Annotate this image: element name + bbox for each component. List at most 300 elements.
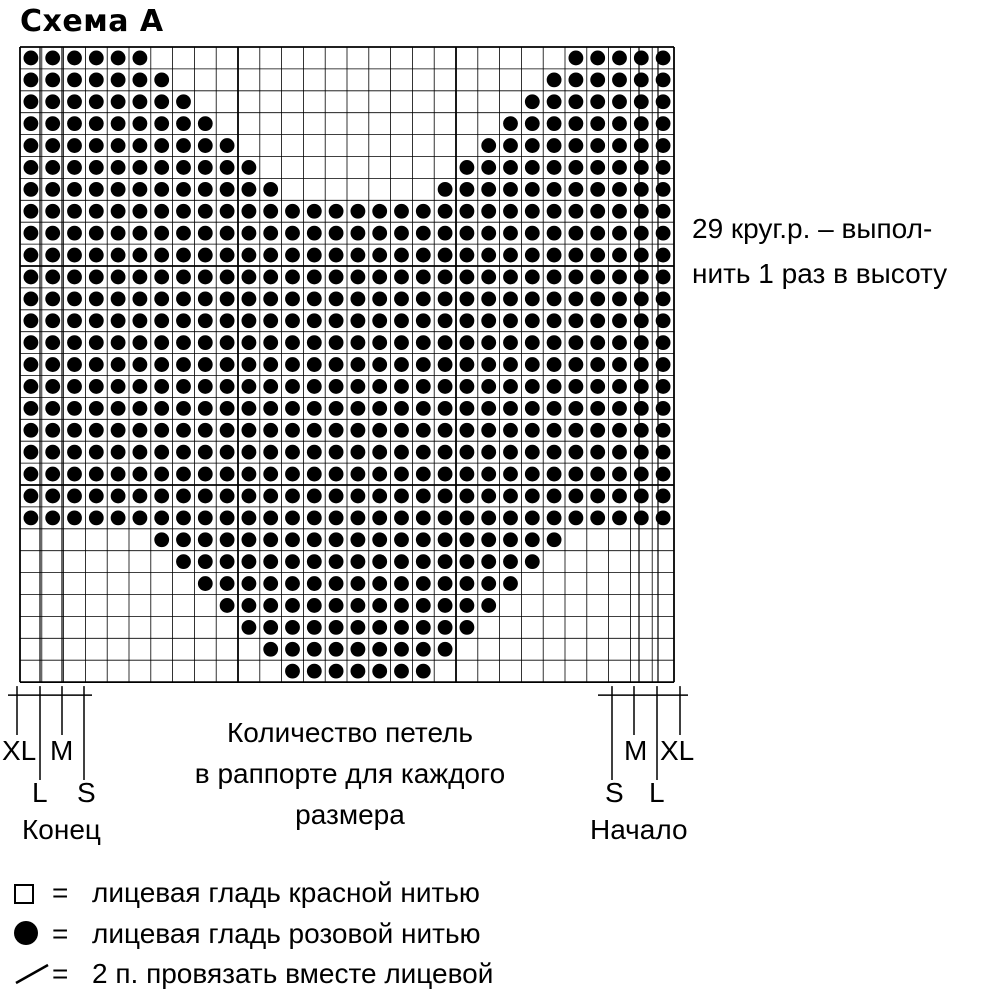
pink-stitch-dot xyxy=(45,51,60,66)
pink-stitch-dot xyxy=(307,664,322,679)
pink-stitch-dot xyxy=(460,467,475,482)
pink-stitch-dot xyxy=(198,116,213,131)
pink-stitch-dot xyxy=(198,357,213,372)
dot-icon xyxy=(14,921,38,945)
pink-stitch-dot xyxy=(460,576,475,591)
pink-stitch-dot xyxy=(242,270,257,285)
pink-stitch-dot xyxy=(285,510,300,525)
pink-stitch-dot xyxy=(111,138,126,153)
pink-stitch-dot xyxy=(547,182,562,197)
pink-stitch-dot xyxy=(285,335,300,350)
pink-stitch-dot xyxy=(372,401,387,416)
pink-stitch-dot xyxy=(372,554,387,569)
pink-stitch-dot xyxy=(612,291,627,306)
pink-stitch-dot xyxy=(67,291,82,306)
pink-stitch-dot xyxy=(45,160,60,175)
pink-stitch-dot xyxy=(460,291,475,306)
pink-stitch-dot xyxy=(460,423,475,438)
pink-stitch-dot xyxy=(569,445,584,460)
pink-stitch-dot xyxy=(481,138,496,153)
pink-stitch-dot xyxy=(634,226,649,241)
pink-stitch-dot xyxy=(569,116,584,131)
pink-stitch-dot xyxy=(460,357,475,372)
pink-stitch-dot xyxy=(133,72,148,87)
pink-stitch-dot xyxy=(547,138,562,153)
pink-stitch-dot xyxy=(307,379,322,394)
pink-stitch-dot xyxy=(481,576,496,591)
pink-stitch-dot xyxy=(590,160,605,175)
pink-stitch-dot xyxy=(525,226,540,241)
pink-stitch-dot xyxy=(612,335,627,350)
pink-stitch-dot xyxy=(394,313,409,328)
pink-stitch-dot xyxy=(242,598,257,613)
pink-stitch-dot xyxy=(612,160,627,175)
pink-stitch-dot xyxy=(307,467,322,482)
pink-stitch-dot xyxy=(351,270,366,285)
pink-stitch-dot xyxy=(351,489,366,504)
pink-stitch-dot xyxy=(590,335,605,350)
pink-stitch-dot xyxy=(111,467,126,482)
pink-stitch-dot xyxy=(45,489,60,504)
pink-stitch-dot xyxy=(569,248,584,263)
pink-stitch-dot xyxy=(176,445,191,460)
pink-stitch-dot xyxy=(329,554,344,569)
pink-stitch-dot xyxy=(481,445,496,460)
diagram-title: Схема А xyxy=(20,4,164,39)
pink-stitch-dot xyxy=(503,204,518,219)
pink-stitch-dot xyxy=(525,270,540,285)
pink-stitch-dot xyxy=(133,270,148,285)
pink-stitch-dot xyxy=(329,664,344,679)
pink-stitch-dot xyxy=(634,160,649,175)
pink-stitch-dot xyxy=(285,620,300,635)
pink-stitch-dot xyxy=(351,620,366,635)
pink-stitch-dot xyxy=(111,335,126,350)
pink-stitch-dot xyxy=(416,664,431,679)
pink-stitch-dot xyxy=(307,510,322,525)
pink-stitch-dot xyxy=(242,182,257,197)
pink-stitch-dot xyxy=(198,379,213,394)
pink-stitch-dot xyxy=(612,401,627,416)
pink-stitch-dot xyxy=(612,248,627,263)
pink-stitch-dot xyxy=(481,401,496,416)
pink-stitch-dot xyxy=(547,248,562,263)
pink-stitch-dot xyxy=(372,642,387,657)
pink-stitch-dot xyxy=(481,510,496,525)
pink-stitch-dot xyxy=(24,270,39,285)
pink-stitch-dot xyxy=(133,401,148,416)
pink-stitch-dot xyxy=(525,335,540,350)
pink-stitch-dot xyxy=(285,554,300,569)
pink-stitch-dot xyxy=(307,248,322,263)
pink-stitch-dot xyxy=(394,489,409,504)
pink-stitch-dot xyxy=(351,445,366,460)
pink-stitch-dot xyxy=(590,204,605,219)
pink-stitch-dot xyxy=(67,423,82,438)
pink-stitch-dot xyxy=(220,423,235,438)
pink-stitch-dot xyxy=(438,489,453,504)
pink-stitch-dot xyxy=(372,664,387,679)
pink-stitch-dot xyxy=(525,423,540,438)
pink-stitch-dot xyxy=(89,116,104,131)
pink-stitch-dot xyxy=(634,510,649,525)
pink-stitch-dot xyxy=(590,116,605,131)
pink-stitch-dot xyxy=(525,94,540,109)
pink-stitch-dot xyxy=(45,379,60,394)
pink-stitch-dot xyxy=(351,248,366,263)
pink-stitch-dot xyxy=(416,554,431,569)
pink-stitch-dot xyxy=(394,642,409,657)
pink-stitch-dot xyxy=(67,72,82,87)
pink-stitch-dot xyxy=(111,379,126,394)
pink-stitch-dot xyxy=(372,335,387,350)
pink-stitch-dot xyxy=(525,248,540,263)
pink-stitch-dot xyxy=(590,489,605,504)
pink-stitch-dot xyxy=(242,313,257,328)
pink-stitch-dot xyxy=(416,445,431,460)
pink-stitch-dot xyxy=(394,664,409,679)
pink-stitch-dot xyxy=(460,401,475,416)
size-ticks xyxy=(8,47,688,780)
pink-stitch-dot xyxy=(590,401,605,416)
pink-stitch-dot xyxy=(307,445,322,460)
pink-stitch-dot xyxy=(394,270,409,285)
pink-stitch-dot xyxy=(307,620,322,635)
pink-stitch-dot xyxy=(547,204,562,219)
pink-stitch-dot xyxy=(569,510,584,525)
pink-stitch-dot xyxy=(220,554,235,569)
pink-stitch-dot xyxy=(503,226,518,241)
pink-stitch-dot xyxy=(547,510,562,525)
pink-stitch-dot xyxy=(263,335,278,350)
right-size-m: M xyxy=(624,735,648,766)
pink-stitch-dot xyxy=(634,248,649,263)
pink-stitch-dot xyxy=(438,270,453,285)
pink-stitch-dot xyxy=(569,335,584,350)
pink-stitch-dot xyxy=(590,248,605,263)
pink-stitch-dot xyxy=(503,313,518,328)
pink-stitch-dot xyxy=(351,467,366,482)
pink-stitch-dot xyxy=(45,510,60,525)
pink-stitch-dot xyxy=(307,335,322,350)
pink-stitch-dot xyxy=(569,379,584,394)
pink-stitch-dot xyxy=(198,291,213,306)
pink-stitch-dot xyxy=(154,291,169,306)
pink-stitch-dot xyxy=(67,379,82,394)
pink-stitch-dot xyxy=(503,532,518,547)
pink-stitch-dot xyxy=(133,467,148,482)
pink-stitch-dot xyxy=(329,620,344,635)
pink-stitch-dot xyxy=(307,204,322,219)
pink-stitch-dot xyxy=(438,598,453,613)
pink-stitch-dot xyxy=(176,116,191,131)
pink-stitch-dot xyxy=(569,160,584,175)
pink-stitch-dot xyxy=(89,270,104,285)
pink-stitch-dot xyxy=(45,116,60,131)
pink-stitch-dot xyxy=(612,379,627,394)
pink-stitch-dot xyxy=(220,138,235,153)
pink-stitch-dot xyxy=(394,445,409,460)
pink-stitch-dot xyxy=(438,313,453,328)
pink-stitch-dot xyxy=(351,226,366,241)
pink-stitch-dot xyxy=(198,445,213,460)
pink-stitch-dot xyxy=(590,379,605,394)
pink-stitch-dot xyxy=(416,510,431,525)
pink-stitch-dot xyxy=(372,291,387,306)
pink-stitch-dot xyxy=(220,510,235,525)
pink-stitch-dot xyxy=(547,160,562,175)
pink-stitch-dot xyxy=(45,94,60,109)
pink-stitch-dot xyxy=(329,423,344,438)
right-caption: Начало xyxy=(590,814,688,845)
pink-stitch-dot xyxy=(242,291,257,306)
pink-stitch-dot xyxy=(460,160,475,175)
pink-stitch-dot xyxy=(329,226,344,241)
left-caption: Конец xyxy=(22,814,101,845)
pink-stitch-dot xyxy=(438,248,453,263)
pink-stitch-dot xyxy=(198,489,213,504)
pink-stitch-dot xyxy=(263,532,278,547)
pink-stitch-dot xyxy=(67,204,82,219)
pink-stitch-dot xyxy=(416,489,431,504)
pink-stitch-dot xyxy=(220,379,235,394)
pink-stitch-dot xyxy=(416,204,431,219)
pink-stitch-dot xyxy=(242,489,257,504)
pink-stitch-dot xyxy=(263,357,278,372)
pink-stitch-dot xyxy=(503,445,518,460)
pink-stitch-dot xyxy=(612,270,627,285)
pink-stitch-dot xyxy=(460,226,475,241)
pink-stitch-dot xyxy=(438,401,453,416)
pink-stitch-dot xyxy=(351,423,366,438)
pink-stitch-dot xyxy=(176,248,191,263)
pink-stitch-dot xyxy=(67,160,82,175)
pink-stitch-dot xyxy=(438,423,453,438)
pink-stitch-dot xyxy=(263,313,278,328)
pink-stitch-dot xyxy=(590,357,605,372)
pink-stitch-dot xyxy=(547,72,562,87)
pink-stitch-dot xyxy=(307,357,322,372)
pink-stitch-dot xyxy=(547,291,562,306)
pink-stitch-dot xyxy=(372,379,387,394)
pink-stitch-dot xyxy=(394,248,409,263)
pink-stitch-dot xyxy=(547,313,562,328)
pink-stitch-dot xyxy=(67,445,82,460)
pink-stitch-dot xyxy=(198,554,213,569)
pink-stitch-dot xyxy=(525,357,540,372)
pink-stitch-dot xyxy=(242,160,257,175)
pink-stitch-dot xyxy=(569,226,584,241)
pink-stitch-dot xyxy=(569,423,584,438)
pink-stitch-dot xyxy=(198,576,213,591)
center-note xyxy=(140,712,560,835)
pink-stitch-dot xyxy=(438,467,453,482)
pink-stitch-dot xyxy=(67,248,82,263)
pink-stitch-dot xyxy=(285,576,300,591)
pink-stitch-dot xyxy=(154,94,169,109)
pink-stitch-dot xyxy=(176,510,191,525)
pink-stitch-dot xyxy=(634,94,649,109)
pink-stitch-dot xyxy=(460,335,475,350)
pink-stitch-dot xyxy=(242,204,257,219)
pink-stitch-dot xyxy=(45,204,60,219)
pink-stitch-dot xyxy=(438,576,453,591)
pink-stitch-dot xyxy=(612,94,627,109)
pink-stitch-dot xyxy=(351,664,366,679)
pink-stitch-dot xyxy=(111,489,126,504)
pink-stitch-dot xyxy=(307,270,322,285)
pink-stitch-dot xyxy=(263,270,278,285)
pink-stitch-dot xyxy=(394,598,409,613)
pink-stitch-dot xyxy=(67,335,82,350)
pink-stitch-dot xyxy=(285,467,300,482)
pink-stitch-dot xyxy=(176,335,191,350)
pink-stitch-dot xyxy=(372,532,387,547)
pink-stitch-dot xyxy=(612,313,627,328)
pink-stitch-dot xyxy=(285,357,300,372)
pink-stitch-dot xyxy=(503,182,518,197)
pink-stitch-dot xyxy=(372,598,387,613)
pink-stitch-dot xyxy=(307,642,322,657)
pink-stitch-dot xyxy=(460,510,475,525)
pink-stitch-dot xyxy=(24,423,39,438)
pink-stitch-dot xyxy=(634,467,649,482)
pink-stitch-dot xyxy=(525,291,540,306)
pink-stitch-dot xyxy=(89,94,104,109)
pink-stitch-dot xyxy=(416,313,431,328)
pink-stitch-dot xyxy=(111,204,126,219)
pink-stitch-dot xyxy=(176,401,191,416)
pink-stitch-dot xyxy=(263,467,278,482)
pink-stitch-dot xyxy=(590,94,605,109)
pink-stitch-dot xyxy=(45,335,60,350)
pink-stitch-dot xyxy=(590,226,605,241)
pink-stitch-dot xyxy=(89,401,104,416)
pink-stitch-dot xyxy=(133,182,148,197)
pink-stitch-dot xyxy=(67,357,82,372)
pink-stitch-dot xyxy=(525,182,540,197)
pink-stitch-dot xyxy=(154,357,169,372)
pink-stitch-dot xyxy=(394,204,409,219)
pink-stitch-dot xyxy=(590,270,605,285)
pink-stitch-dot xyxy=(481,182,496,197)
pink-stitch-dot xyxy=(394,291,409,306)
pink-stitch-dot xyxy=(133,116,148,131)
pink-stitch-dot xyxy=(569,313,584,328)
pink-stitch-dot xyxy=(45,72,60,87)
pink-stitch-dot xyxy=(89,138,104,153)
pink-stitch-dot xyxy=(24,204,39,219)
pink-stitch-dot xyxy=(111,51,126,66)
pink-stitch-dot xyxy=(329,335,344,350)
pink-stitch-dot xyxy=(416,226,431,241)
pink-stitch-dot xyxy=(372,576,387,591)
pink-stitch-dot xyxy=(307,554,322,569)
pink-stitch-dot xyxy=(525,554,540,569)
pink-stitch-dot xyxy=(329,642,344,657)
pink-stitch-dot xyxy=(198,401,213,416)
pink-stitch-dot xyxy=(481,379,496,394)
pink-stitch-dot xyxy=(394,335,409,350)
pink-stitch-dot xyxy=(416,401,431,416)
pink-stitch-dot xyxy=(198,160,213,175)
pink-stitch-dot xyxy=(569,467,584,482)
pink-stitch-dot xyxy=(569,401,584,416)
pink-stitch-dot xyxy=(67,226,82,241)
pink-stitch-dot xyxy=(481,423,496,438)
pink-stitch-dot xyxy=(198,204,213,219)
pink-stitch-dot xyxy=(285,423,300,438)
pink-stitch-dot xyxy=(242,467,257,482)
pink-stitch-dot xyxy=(285,598,300,613)
pink-stitch-dot xyxy=(67,510,82,525)
pink-stitch-dot xyxy=(154,423,169,438)
pink-stitch-dot xyxy=(503,467,518,482)
pink-stitch-dot xyxy=(307,532,322,547)
pink-stitch-dot xyxy=(416,642,431,657)
pink-stitch-dot xyxy=(111,226,126,241)
pink-stitch-dot xyxy=(569,489,584,504)
pink-stitch-dot xyxy=(24,489,39,504)
legend-text: 2 п. провязать вместе лицевой xyxy=(92,958,494,989)
pink-stitch-dot xyxy=(133,51,148,66)
pink-stitch-dot xyxy=(89,335,104,350)
pink-stitch-dot xyxy=(525,138,540,153)
pink-stitch-dot xyxy=(263,423,278,438)
pink-stitch-dot xyxy=(89,226,104,241)
pink-stitch-dot xyxy=(416,357,431,372)
pink-stitch-dot xyxy=(176,467,191,482)
pink-stitch-dot xyxy=(569,270,584,285)
pink-stitch-dot xyxy=(176,423,191,438)
pink-stitch-dot xyxy=(569,72,584,87)
pink-stitch-dot xyxy=(176,357,191,372)
pink-stitch-dot xyxy=(220,226,235,241)
pink-stitch-dot xyxy=(394,532,409,547)
pink-stitch-dot xyxy=(67,270,82,285)
pink-stitch-dot xyxy=(590,313,605,328)
pink-stitch-dot xyxy=(111,94,126,109)
pink-stitch-dot xyxy=(263,489,278,504)
pink-stitch-dot xyxy=(525,445,540,460)
pink-stitch-dot xyxy=(634,51,649,66)
pink-stitch-dot xyxy=(242,401,257,416)
side-note xyxy=(692,206,947,296)
pink-stitch-dot xyxy=(89,445,104,460)
pink-stitch-dot xyxy=(89,160,104,175)
pink-stitch-dot xyxy=(285,313,300,328)
pink-stitch-dot xyxy=(634,204,649,219)
pink-stitch-dot xyxy=(547,401,562,416)
pink-stitch-dot xyxy=(460,204,475,219)
pink-stitch-dot xyxy=(263,445,278,460)
pink-stitch-dot xyxy=(460,598,475,613)
pink-stitch-dot xyxy=(503,401,518,416)
pink-stitch-dot xyxy=(176,489,191,504)
pink-stitch-dot xyxy=(154,489,169,504)
pink-stitch-dot xyxy=(133,357,148,372)
pink-stitch-dot xyxy=(416,598,431,613)
pink-stitch-dot xyxy=(176,138,191,153)
pink-stitch-dot xyxy=(154,248,169,263)
pink-stitch-dot xyxy=(394,357,409,372)
pink-stitch-dot xyxy=(133,160,148,175)
pink-stitch-dot xyxy=(154,270,169,285)
pink-stitch-dot xyxy=(220,335,235,350)
pink-stitch-dot xyxy=(547,116,562,131)
square-icon xyxy=(14,884,34,904)
pink-stitch-dot xyxy=(176,532,191,547)
